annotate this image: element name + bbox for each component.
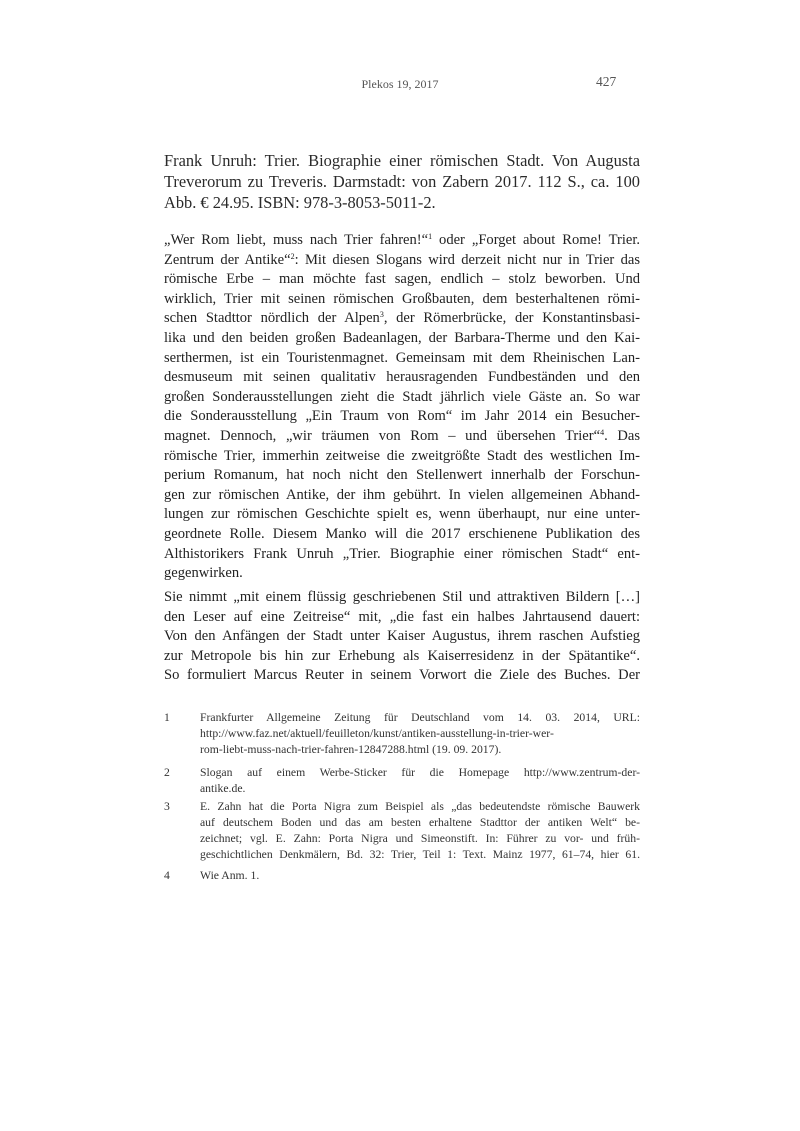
text-line: lika und den beiden großen Badeanlagen, der Barbara-Therme und den Kai- [164,329,640,346]
text-line: Sie nimmt „mit einem flüssig geschriebenen Stil und attraktiven Bildern […] [164,589,640,605]
footnote-line: zeichnet; vgl. E. Zahn: Porta Nigra und Simeonstift. In: Führer zu vor- und früh- [200,832,640,845]
paragraph-1 [164,231,640,584]
text-line: zur Metropole bis hin zur Erhebung als Kaiserresidenz in der Spätantike“. [164,647,640,664]
text-line: lungen zur römischen Geschichte spielt es, wenn überhaupt, nur eine unter- [164,506,640,523]
text-line: geordnete Rolle. Diesem Manko will die 2017 erschienene Publikation des [164,525,640,542]
text-line: wirklich, Trier mit seinen römischen Großbauten, dem besterhaltenen römi- [164,290,640,307]
text-line: römische Erbe – man möchte fast sagen, endlich – stolz beworben. Und [164,271,640,288]
footnote-number: 4 [164,869,170,882]
footnote-line: antike.de. [200,782,246,795]
footnote-ref[interactable]: 3 [379,310,384,320]
text-line: perium Romanum, hat noch nicht den Stellenwert innerhalb der Forschun- [164,467,640,484]
text-line: großen Sonderausstellungen zieht die Stadt jährlich viele Gäste an. So war [164,388,640,405]
footnote-number: 3 [164,800,170,813]
text-line: Zentrum der Antike“$^2$: Mit diesen Slogans wird derzeit nicht nur in Trier das [164,251,640,268]
text-line: „Wer Rom liebt, muss nach Trier fahren!“$^1$ oder „Forget about Rome! Trier. [164,232,641,248]
footnote-ref[interactable]: 2 [290,251,295,261]
text-line: desmuseum mit seinen qualitativ herausragenden Fundbeständen und den [164,369,640,386]
text-line: serthermen, ist ein Touristenmagnet. Gemeinsam mit dem Rheinischen Lan- [164,349,640,366]
title-line: Treverorum zu Treveris. Darmstadt: von Zabern 2017. 112 S., ca. 100 [164,172,640,191]
text-line: den Leser auf eine Zeitreise“ mit, „die fast ein halbes Jahrtausend dauert: [164,608,640,625]
footnote-line: E. Zahn hat die Porta Nigra zum Beispiel als „das bedeutendste römische Bauwerk [200,800,640,813]
footnote-ref[interactable]: 1 [428,232,433,241]
title-line: Abb. € 24.95. ISBN: 978-3-8053-5011-2. [164,193,436,212]
footnote-line: geschichtlichen Denkmälern, Bd. 32: Trier, Teil 1: Text. Mainz 1977, 61–74, hier 61. [200,848,640,861]
footnote-number: 2 [164,766,170,779]
text-line: römische Trier, immerhin zeitweise die zweitgrößte Stadt des westlichen Im- [164,447,640,464]
footnote-line: http://www.faz.net/aktuell/feuilleton/kunst/antiken-ausstellung-in-trier-wer- [200,727,554,740]
review-title [164,150,640,213]
text-line: schen Stadttor nördlich der Alpen$^3$, der Römerbrücke, der Konstantinsbasi- [164,310,641,327]
running-header [0,74,800,98]
title-line: Frank Unruh: Trier. Biographie einer römischen Stadt. Von Augusta [164,151,640,170]
footnote-line: Frankfurter Allgemeine Zeitung für Deutschland vom 14. 03. 2014, URL: [200,711,640,724]
text-line: So formuliert Marcus Reuter in seinem Vorwort die Ziele des Buches. Der [164,667,640,684]
text-line: Althistorikers Frank Unruh „Trier. Biographie einer römischen Stadt“ ent- [164,545,640,562]
footnote-number: 1 [164,711,170,724]
footnote-line: auf deutschem Boden und das am besten erhaltene Stadttor der antiken Welt“ be- [200,816,640,829]
footnote-line: Slogan auf einem Werbe-Sticker für die Homepage http://www.zentrum-der- [200,766,640,779]
text-line: magnet. Dennoch, „wir träumen von Rom – und übersehen Trier“$^4$. Das [164,427,640,444]
footnote-ref[interactable]: 4 [600,427,605,437]
journal-title: Plekos 19, 2017 [361,77,439,91]
page-number: 427 [596,74,617,89]
text-line: Von den Anfängen der Stadt unter Kaiser Augustus, ihrem raschen Aufstieg [164,628,640,645]
text-line: gegenwirken. [164,565,243,582]
text-line: gen zur römischen Antike, der ihm gebührt. In vielen allgemeinen Abhand- [164,486,640,503]
footnote-line: rom-liebt-muss-nach-trier-fahren-12847288.html (19. 09. 2017). [200,743,502,756]
text-line: die Sonderausstellung „Ein Traum von Rom“ im Jahr 2014 ein Besucher- [164,408,640,425]
footnote-line: Wie Anm. 1. [200,869,260,882]
paragraph-2 [164,588,640,686]
